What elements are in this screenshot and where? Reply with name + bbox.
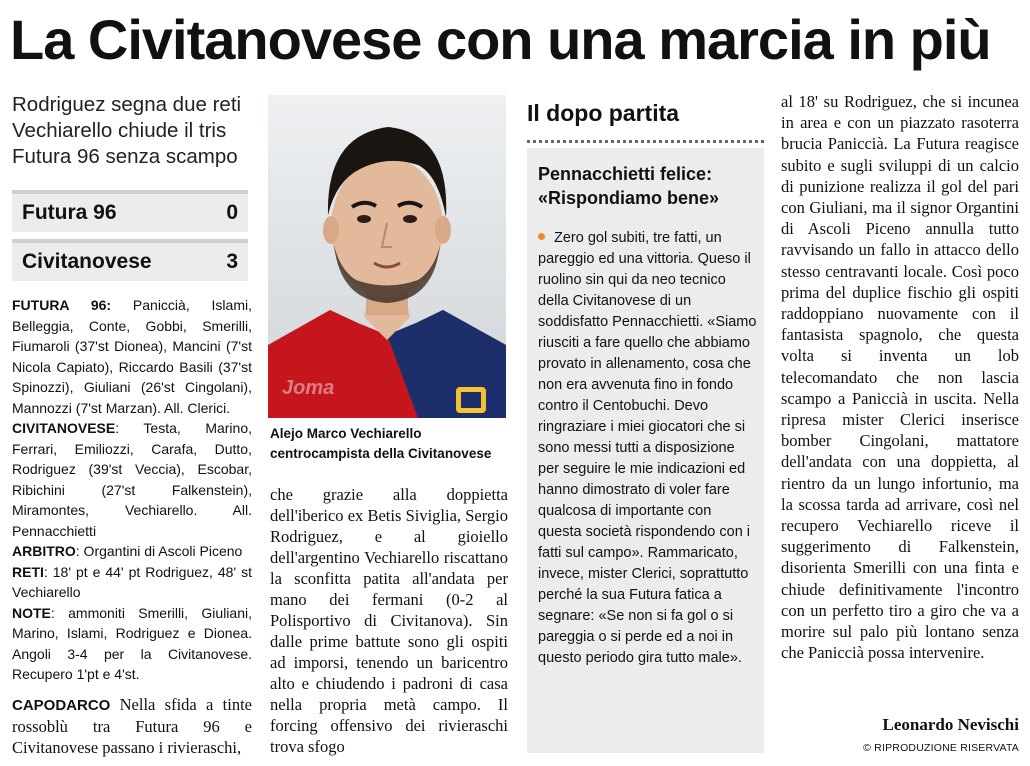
caption-role: centrocampista della Civitanovese [270, 446, 492, 461]
referee [12, 541, 252, 562]
shirt-sponsor-text: Joma [282, 377, 335, 399]
sidebar-heading: Pennacchietti felice: «Rispondiamo bene» [538, 164, 720, 208]
goals [12, 562, 252, 603]
subheadline [12, 92, 262, 170]
sidebar-title: Il dopo partita [527, 92, 764, 143]
team-name: Civitanovese [22, 250, 152, 273]
lineup-text: : Organtini di Ascoli Piceno [75, 543, 243, 559]
lineup-away [12, 418, 252, 541]
caption-name: Alejo Marco Vechiarello [270, 426, 422, 441]
subheadline-line: Futura 96 senza scampo [12, 145, 238, 168]
article-column-1 [12, 694, 252, 758]
lineup-label: CIVITANOVESE [12, 420, 116, 436]
team-score: 0 [226, 201, 238, 224]
sidebar-text [538, 228, 758, 669]
scoreboard-row-away [12, 239, 248, 281]
subheadline-line: Rodriguez segna due reti [12, 93, 242, 116]
player-portrait-illustration [268, 95, 506, 418]
lineup-label: ARBITRO [12, 543, 76, 559]
lineup-label: FUTURA 96: [12, 297, 112, 313]
player-photo [268, 95, 506, 418]
photo-caption [270, 424, 510, 464]
sidebar-box [527, 148, 764, 753]
article-text: Nella sfida a tinte rossoblù tra Futura 96 e Civitanovese passano i rivieraschi, [12, 695, 252, 757]
lineup-label: NOTE [12, 604, 51, 621]
scoreboard-row-home [12, 190, 248, 232]
team-name: Futura 96 [22, 201, 117, 224]
sidebar-body: Zero gol subiti, tre fatti, un pareggio ed una vittoria. Queso il ruolino sin qui da neo tecnico della Civitanovese di un soddisfatto Pennacchietti. «Siamo riusciti a fare quello che abbiamo provato in allenamento, cosa che non era avvenuta fino in fondo contro il Centobuchi. Devo ringraziare i miei giocatori che si sono messi tutti a disposizione per seguire le mie indicazioni ed hanno dimostrato di voler fare qualcosa di importante con questa società rispondendo con i fatti sul campo». Rammaricato, invece, mister Clerici, soprattutto perché la sua Futura fatica a segnare: «Se non si fa gol o si pareggia o si perde ed a noi in questo periodo gira tutto male». [538, 230, 757, 666]
lineup-home [12, 295, 252, 418]
notes [12, 603, 252, 685]
article-column-2: che grazie alla doppietta dell'iberico ex Betis Siviglia, Sergio Rodriguez, e al gioiello dell'argentino Vechiarello riscattano la sconfitta patita all'andata per mano dei fermani (0-2 al Polisportivo di Civitanova). Sin dalle prime battute sono gli ospiti ad imporsi, tenendo un baricentro alto e chiudendo i padroni di casa nella propria metà campo. Il forcing offensivo dei rivieraschi trova sfogo [270, 485, 508, 756]
headline: La Civitanovese con una marcia in più [10, 8, 991, 71]
lineup-text: Paniccià, Islami, Belleggia, Conte, Gobbi, Smerilli, Fiumaroli (37'st Dionea), Mancini (7'st Nicola Capiato), Riccardo Basili (37'st Spinozzi), Giuliani (26'st Cingolani), Mannozzi (7'st Marzan). All. Clerici. [12, 297, 252, 416]
lineup-label: RETI [12, 563, 44, 580]
lineup-text: : 18' pt e 44' pt Rodriguez, 48' st Vechiarello [12, 563, 252, 600]
subheadline-line: Vechiarello chiude il tris [12, 119, 227, 142]
byline: Leonardo Nevischi [882, 715, 1019, 734]
team-score: 3 [226, 250, 238, 273]
copyright-notice: © RIPRODUZIONE RISERVATA [863, 742, 1019, 754]
sidebar-post-match [527, 92, 764, 753]
bullet-icon [538, 233, 545, 240]
lineup-text: : ammoniti Smerilli, Giuliani, Marino, Islami, Rodriguez e Dionea. Angoli 3-4 per la Civitanovese. Recupero 1'pt e 4'st. [12, 604, 252, 682]
match-lineups [12, 295, 252, 685]
dateline: CAPODARCO [12, 697, 111, 714]
article-column-4: al 18' su Rodriguez, che si incunea in area e con un piazzato rasoterra brucia Paniccià. La Futura reagisce subito e sugli sviluppi di un calcio di punizione realizza il gol del pari con Giuliani, ma il signor Organtini di Ascoli Piceno annulla tutto ravvisando un fallo in attacco dello stesso centravanti locale. Così poco prima del duplice fischio gli ospiti raddoppiano nuovamente con il fantasista spagnolo, che questa volta si inventa un lob telecomandato che non lascia scampo a Paniccià in uscita. Nella ripresa mister Clerici inserisce bomber Cingolani, mattatore dell'andata con una doppietta, al rientro da un lungo infortunio, ma la scossa tarda ad arrivare, così nel recupero Vechiarello riceve il suggerimento di Falkenstein, disorienta Smerilli con una finta e chiude definitivamente l'incontro con un perfetto tiro a giro che va a morire sul palo più lontano senza che Paniccià possa intervenire. [781, 92, 1019, 663]
lineup-text: : Testa, Marino, Ferrari, Emiliozzi, Carafa, Dutto, Rodriguez (39'st Veccia), Escobar, Ribichini (27'st Falkenstein), Miramontes, Vechiarello. All. Pennacchietti [12, 420, 252, 539]
